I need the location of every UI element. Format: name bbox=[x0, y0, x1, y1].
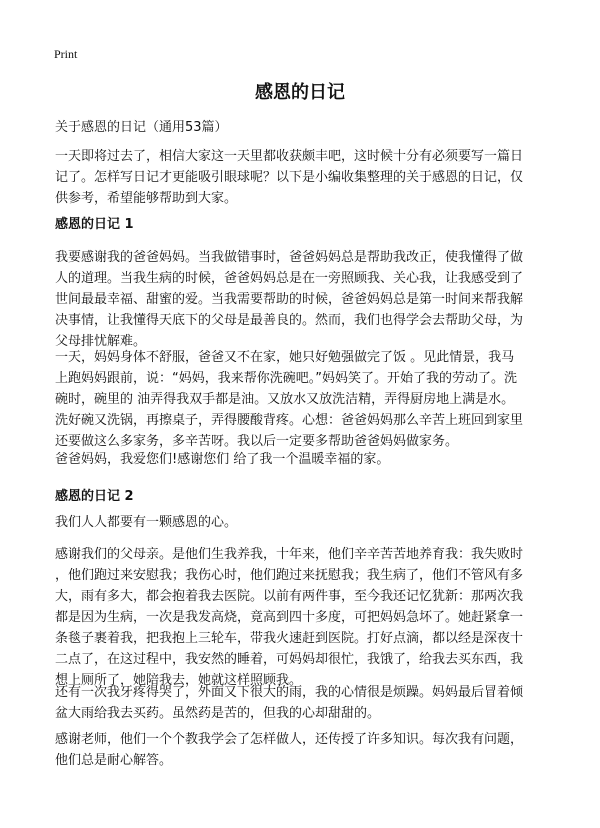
paragraph bbox=[55, 544, 575, 691]
text-line: 想上厕所了，她陪我去，她就这样照顾我。 bbox=[55, 673, 303, 688]
text-line: 爸爸妈妈，我爱您们!感谢您们 给了我一个温暖幸福的家。 bbox=[55, 452, 390, 467]
section-heading: 感恩的日记 2 bbox=[55, 489, 134, 504]
text-line: 条毯子裹着我，把我抱上三轮车，带我火速赶到医院。打好点滴，都以经是深夜十 bbox=[55, 631, 524, 646]
intro-paragraph bbox=[55, 146, 575, 209]
text-line: 世间最最幸福、甜蜜的爱。当我需要帮助的时候，爸爸妈妈总是第一时间来帮我解 bbox=[55, 292, 524, 307]
text-line: 二点了，在这过程中，我安然的睡着，可妈妈却很忙，我饿了，给我去买东西，我 bbox=[55, 652, 524, 667]
paragraph bbox=[55, 247, 575, 352]
print-label: Print bbox=[54, 47, 78, 61]
text-line: 决事情，让我懂得天底下的父母是最善良的。然而，我们也得学会去帮助父母，为 bbox=[55, 313, 524, 328]
text-line: 我要感谢我的爸爸妈妈。当我做错事时，爸爸妈妈总是帮助我改正，使我懂得了做 bbox=[55, 250, 524, 265]
text-line: 还要做这么多家务，多辛苦呀。我以后一定要多帮助爸爸妈妈做家务。 bbox=[55, 434, 459, 449]
text-line: 父母排忧解难。 bbox=[55, 334, 147, 349]
text-line: 我们人人都要有一颗感恩的心。 bbox=[55, 515, 238, 530]
paragraph bbox=[55, 449, 575, 470]
text-line: 都是因为生病，一次是我发高烧，竟高到四十多度，可把妈妈急坏了。她赶紧拿一 bbox=[55, 610, 524, 625]
text-line: 还有一次我牙疼得哭了，外面又下很大的雨，我的心情很是烦躁。妈妈最后冒着倾 bbox=[55, 685, 524, 700]
text-line: 感谢我们的父母亲。是他们生我养我，十年来，他们辛辛苦苦地养育我：我失败时 bbox=[55, 547, 524, 562]
text-line: 盆大雨给我去买药。虽然药是苦的，但我的心却甜甜的。 bbox=[55, 706, 381, 721]
section-heading: 感恩的日记 1 bbox=[55, 217, 134, 232]
text-line: 人的道理。当我生病的时候，爸爸妈妈总是在一旁照顾我、关心我，让我感受到了 bbox=[55, 271, 524, 286]
text-line: ，他们跑过来安慰我；我伤心时，他们跑过来抚慰我；我生病了，他们不管风有多 bbox=[55, 568, 524, 583]
text-line: 记了。怎样写日记才更能吸引眼球呢？以下是小编收集整理的关于感恩的日记，仅 bbox=[55, 170, 524, 185]
paragraph bbox=[55, 347, 575, 452]
text-line: 碗时，碗里的 油弄得我双手都是油。又放水又放洗洁精，弄得厨房地上满是水。 bbox=[55, 392, 515, 407]
page-title: 感恩的日记 bbox=[255, 82, 345, 103]
text-line: 一天即将过去了，相信大家这一天里都收获颇丰吧，这时候十分有必须要写一篇日 bbox=[55, 149, 524, 164]
text-line: 洗好碗又洗锅，再擦桌子，弄得腰酸背疼。心想：爸爸妈妈那么辛苦上班回到家里 bbox=[55, 413, 524, 428]
subtitle: 关于感恩的日记（通用53篇） bbox=[55, 120, 228, 135]
paragraph bbox=[55, 729, 575, 771]
text-line: 一天，妈妈身体不舒服，爸爸又不在家，她只好勉强做完了饭 。见此情景，我马 bbox=[55, 350, 515, 365]
text-line: 感谢老师，他们一个个教我学会了怎样做人，还传授了许多知识。每次我有问题， bbox=[55, 732, 524, 747]
text-line: 上跑妈妈跟前，说：“妈妈，我来帮你洗碗吧。”妈妈笑了。开始了我的劳动了。洗 bbox=[55, 371, 517, 386]
text-line: 大，雨有多大，都会抱着我去医院。以前有两件事，至今我还记忆犹新：那两次我 bbox=[55, 589, 524, 604]
paragraph bbox=[55, 682, 575, 724]
text-line: 他们总是耐心解答。 bbox=[55, 753, 173, 768]
paragraph bbox=[55, 512, 575, 533]
text-line: 供参考，希望能够帮助到大家。 bbox=[55, 191, 238, 206]
